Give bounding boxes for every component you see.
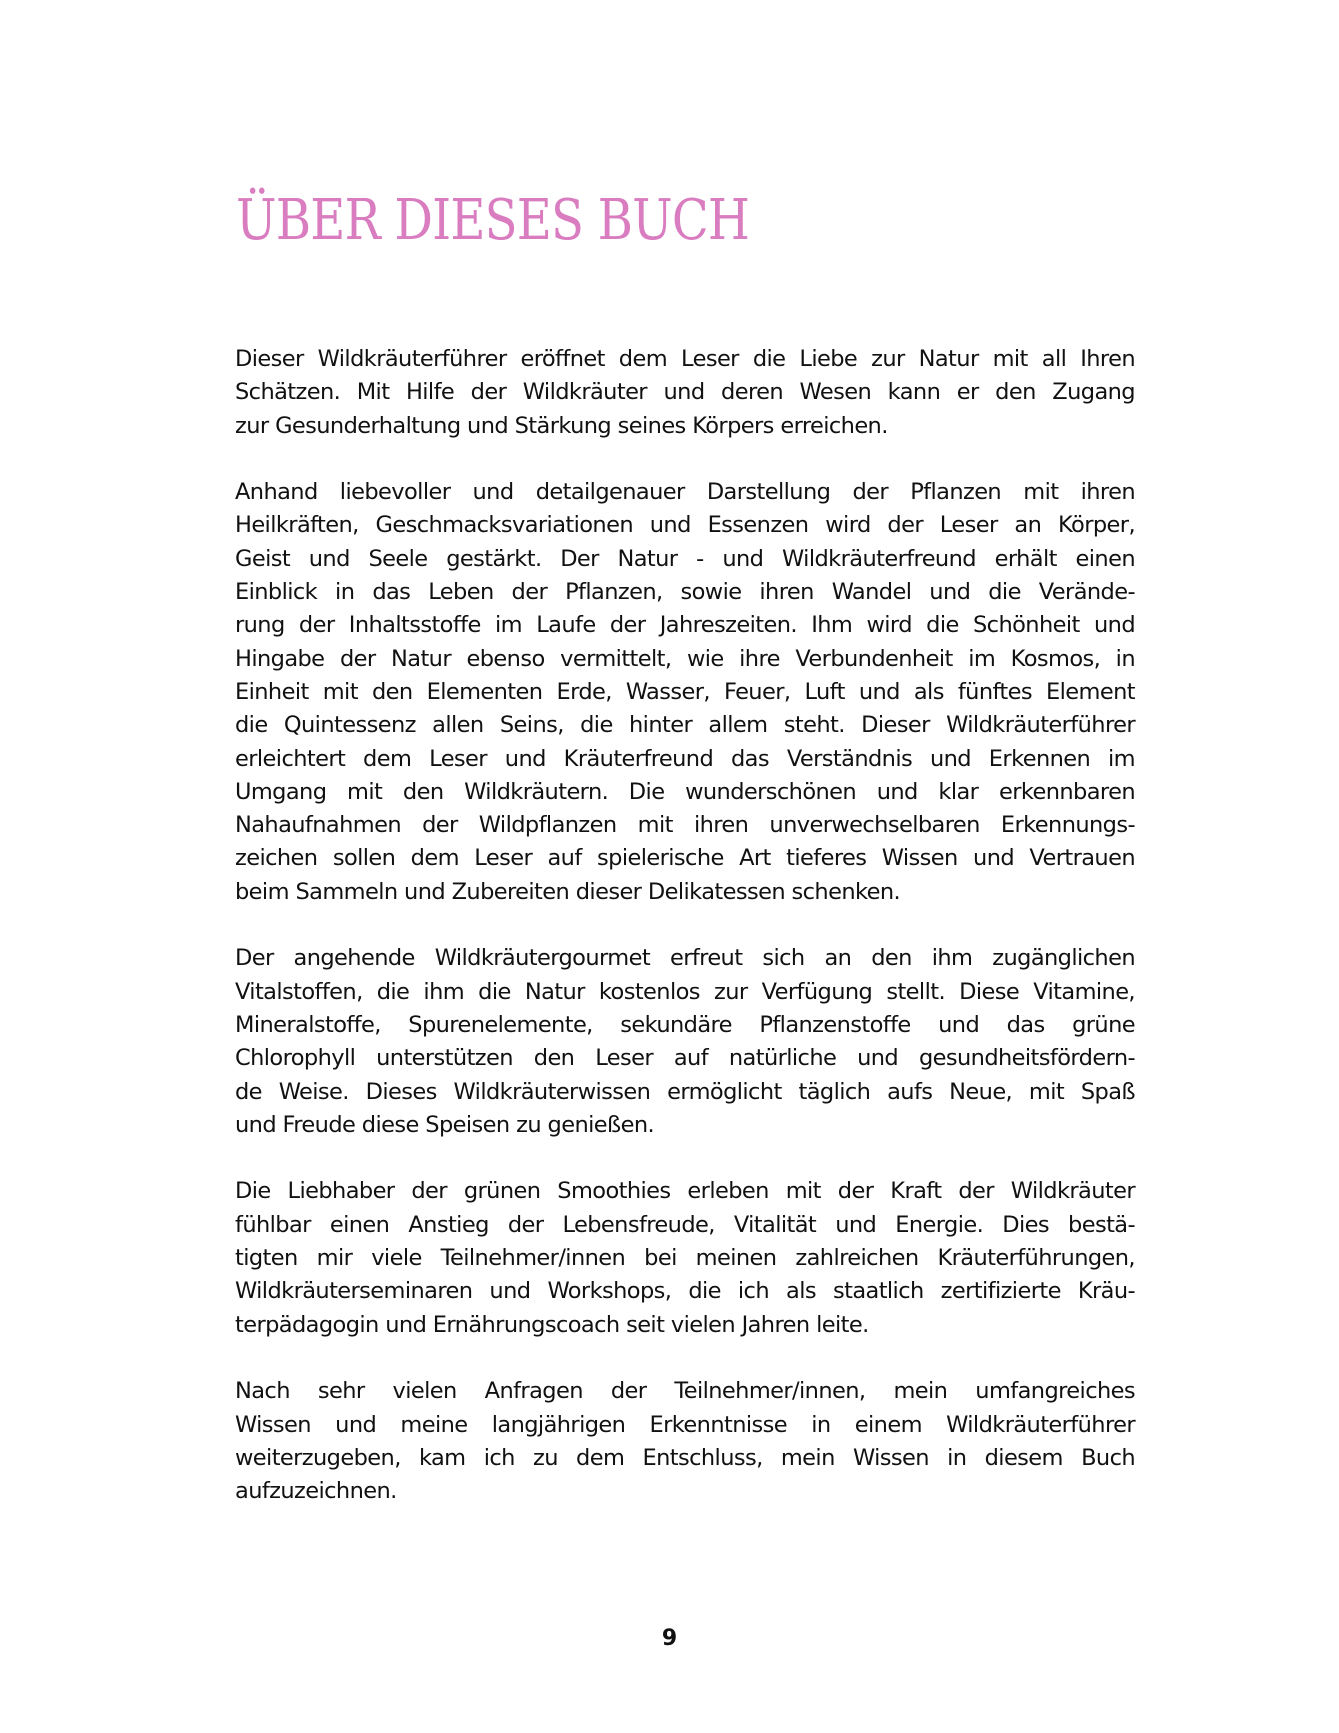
text-line: Hingabe der Natur ebenso vermittelt, wie ihre Verbundenheit im Kosmos, in <box>235 645 1135 672</box>
text-line: rung der Inhaltsstoffe im Laufe der Jahreszeiten. Ihm wird die Schönheit und <box>235 612 1135 639</box>
text-line: weiterzugeben, kam ich zu dem Entschluss, mein Wissen in diesem Buch <box>235 1444 1135 1471</box>
text-line: zeichen sollen dem Leser auf spielerische Art tieferes Wissen und Vertrauen <box>235 845 1135 872</box>
text-line: und Freude diese Speisen zu genießen. <box>235 1111 655 1138</box>
text-line: Nach sehr vielen Anfragen der Teilnehmer/innen, mein umfangreiches <box>235 1378 1135 1405</box>
text-line: terpädagogin und Ernährungscoach seit vielen Jahren leite. <box>235 1311 869 1338</box>
body-text <box>235 343 1135 1542</box>
text-line: Einblick in das Leben der Pflanzen, sowie ihren Wandel und die Verände- <box>235 579 1135 606</box>
paragraph-1 <box>235 343 1135 443</box>
text-line: Schätzen. Mit Hilfe der Wildkräuter und deren Wesen kann er den Zugang <box>235 379 1135 406</box>
paragraph-2 <box>235 476 1135 909</box>
text-line: Wissen und meine langjährigen Erkenntnisse in einem Wildkräuterführer <box>235 1411 1135 1438</box>
text-line: Chlorophyll unterstützen den Leser auf natürliche und gesundheitsfördern- <box>235 1045 1135 1072</box>
text-line: Heilkräften, Geschmacksvariationen und Essenzen wird der Leser an Körper, <box>235 512 1135 539</box>
text-line: erleichtert dem Leser und Kräuterfreund das Verständnis und Erkennen im <box>235 745 1135 772</box>
text-line: aufzuzeichnen. <box>235 1478 397 1505</box>
text-line: Dieser Wildkräuterführer eröffnet dem Leser die Liebe zur Natur mit all Ihren <box>235 346 1135 372</box>
text-line: tigten mir viele Teilnehmer/innen bei meinen zahlreichen Kräuterführungen, <box>235 1245 1135 1272</box>
text-line: beim Sammeln und Zubereiten dieser Delikatessen schenken. <box>235 878 901 905</box>
text-line: fühlbar einen Anstieg der Lebensfreude, Vitalität und Energie. Dies bestä- <box>235 1211 1135 1238</box>
paragraph-5 <box>235 1375 1135 1508</box>
text-line: die Quintessenz allen Seins, die hinter allem steht. Dieser Wildkräuterführer <box>235 712 1135 739</box>
text-line: zur Gesunderhaltung und Stärkung seines Körpers erreichen. <box>235 412 888 439</box>
paragraph-3 <box>235 942 1135 1142</box>
page-number: 9 <box>661 1626 678 1651</box>
text-line: Mineralstoffe, Spurenelemente, sekundäre Pflanzenstoffe und das grüne <box>235 1011 1135 1038</box>
text-line: Die Liebhaber der grünen Smoothies erleben mit der Kraft der Wildkräuter <box>235 1178 1135 1205</box>
text-line: Vitalstoffen, die ihm die Natur kostenlos zur Verfügung stellt. Diese Vitamine, <box>235 978 1135 1005</box>
text-line: Einheit mit den Elementen Erde, Wasser, Feuer, Luft und als fünftes Element <box>235 678 1135 705</box>
text-line: de Weise. Dieses Wildkräuterwissen ermöglicht täglich aufs Neue, mit Spaß <box>235 1078 1135 1105</box>
text-line: Geist und Seele gestärkt. Der Natur - und Wildkräuterfreund erhält einen <box>235 545 1135 572</box>
text-line: Anhand liebevoller und detailgenauer Darstellung der Pflanzen mit ihren <box>235 479 1135 506</box>
paragraph-4 <box>235 1175 1135 1341</box>
page-title: ÜBER DIESES BUCH <box>236 188 750 253</box>
text-line: Umgang mit den Wildkräutern. Die wunderschönen und klar erkennbaren <box>235 778 1135 805</box>
text-line: Wildkräuterseminaren und Workshops, die ich als staatlich zertifizierte Kräu- <box>235 1278 1135 1305</box>
text-line: Der angehende Wildkräutergourmet erfreut sich an den ihm zugänglichen <box>235 945 1135 972</box>
text-line: Nahaufnahmen der Wildpflanzen mit ihren unverwechselbaren Erkennungs- <box>235 812 1135 839</box>
